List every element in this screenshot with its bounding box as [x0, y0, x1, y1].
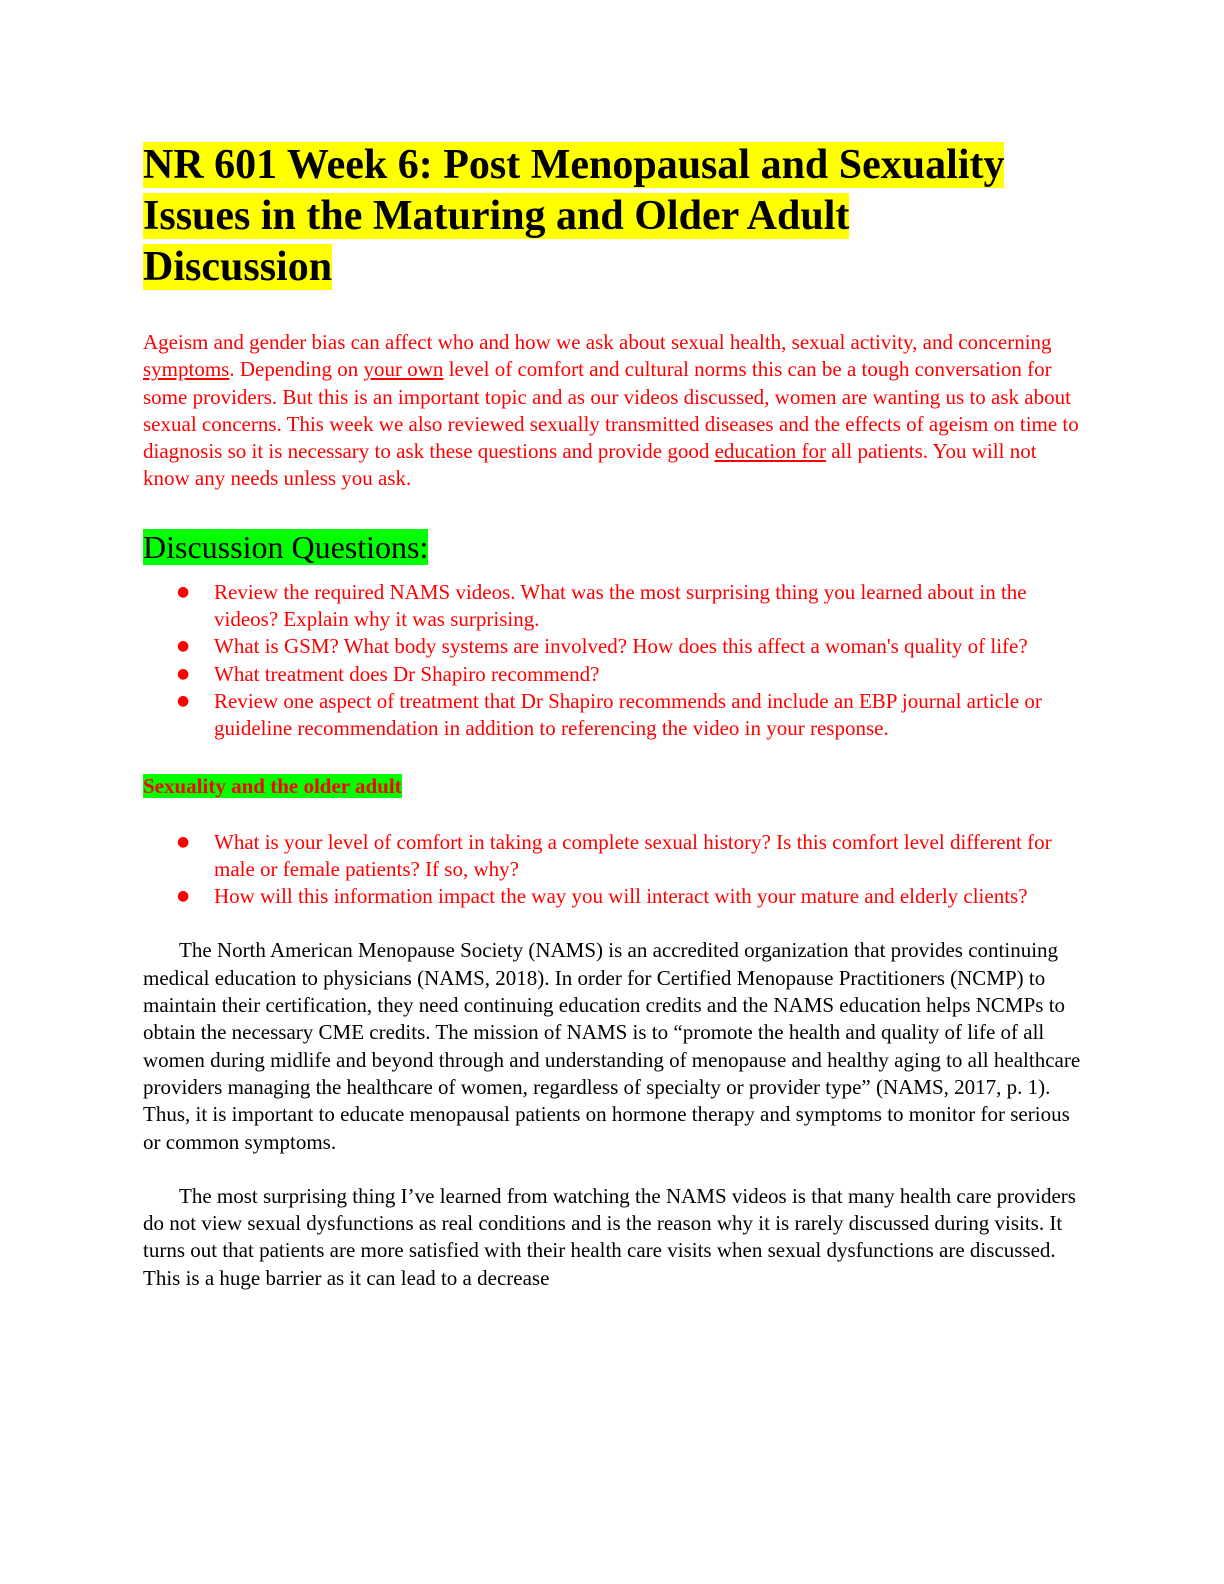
- intro-underlined-symptoms: symptoms: [143, 357, 230, 382]
- bullet-icon: ●: [177, 888, 190, 905]
- bullet-icon: ●: [177, 833, 190, 850]
- sexuality-questions-list: [143, 829, 1083, 911]
- body-paragraph-surprising: The most surprising thing I’ve learned from watching the NAMS videos is that many health care providers do not view sexual dysfunctions as real conditions and is the reason why it is rarely discussed during visits. It turns out that patients are more satisfied with their health care visits when sexual dysfunctions are discussed. This is a huge barrier as it can lead to a decrease: [143, 1183, 1076, 1290]
- bullet-icon: ●: [177, 583, 190, 600]
- title-line-3: Discussion: [143, 244, 333, 290]
- title-line-1: NR 601 Week 6: Post Menopausal and Sexuality: [143, 142, 1005, 188]
- bullet-icon: ●: [177, 692, 190, 709]
- sexuality-heading: Sexuality and the older adult: [143, 773, 402, 798]
- document-content: [143, 140, 1083, 1292]
- body-paragraph-nams: The North American Menopause Society (NAMS) is an accredited organization that provides continuing medical education to physicians (NAMS, 2018). In order for Certified Menopause Practitioners (NCMP) to maintain their certification, they need continuing education credits and the NAMS education helps NCMPs to obtain the necessary CME credits. The mission of NAMS is to “promote the health and quality of life of all women during midlife and beyond through and understanding of menopause and healthy aging to all healthcare providers managing the healthcare of women, regardless of specialty or provider type” (NAMS, 2017, p. 1). Thus, it is important to educate menopausal patients on hormone therapy and symptoms to monitor for serious or common symptoms.: [143, 938, 1081, 1154]
- list-item: ● Review the required NAMS videos. What was the most surprising thing you learned about in the videos? Explain why it was surprising.: [177, 579, 1027, 632]
- intro-paragraph: [143, 329, 1083, 493]
- intro-text-1: Ageism and gender bias can affect who and how we ask about sexual health, sexual activity, and concerning: [143, 330, 1052, 354]
- intro-text-3: level of comfort and cultural norms this can be a tough conversation for some providers. But this is an important topic and as our videos discussed, women are wanting us to ask about sexual concerns. This week we also reviewed sexually transmitted diseases and the effects of ageism on time to diagnosis so it is necessary to ask these questions and provide good: [143, 357, 1079, 464]
- intro-text-2: . Depending on: [229, 357, 364, 382]
- list-item: ● What is your level of comfort in taking a complete sexual history? Is this comfort level different for male or female patients? If so, why?: [177, 829, 1052, 881]
- title-line-2: Issues in the Maturing and Older Adult: [143, 193, 850, 239]
- discussion-questions-heading: Discussion Questions:: [143, 528, 429, 565]
- list-item: ● What is GSM? What body systems are involved? How does this affect a woman's quality of life?: [143, 633, 1083, 660]
- bullet-icon: ●: [177, 665, 190, 682]
- list-item: ● Review one aspect of treatment that Dr Shapiro recommends and include an EBP journal article or guideline recommendation in addition to referencing the video in your response.: [177, 688, 1042, 741]
- discussion-questions-list: [143, 579, 1083, 743]
- list-item: ● How will this information impact the way you will interact with your mature and elderly clients?: [143, 883, 1083, 910]
- list-item: ● What treatment does Dr Shapiro recommend?: [143, 661, 1083, 688]
- page-title: [143, 140, 1083, 293]
- intro-underlined-your-own: your own: [363, 357, 444, 382]
- intro-underlined-education-for: education for: [714, 439, 826, 464]
- intro-text-4: all patients. You will not know any needs unless you ask.: [143, 439, 1037, 491]
- bullet-icon: ●: [177, 638, 190, 655]
